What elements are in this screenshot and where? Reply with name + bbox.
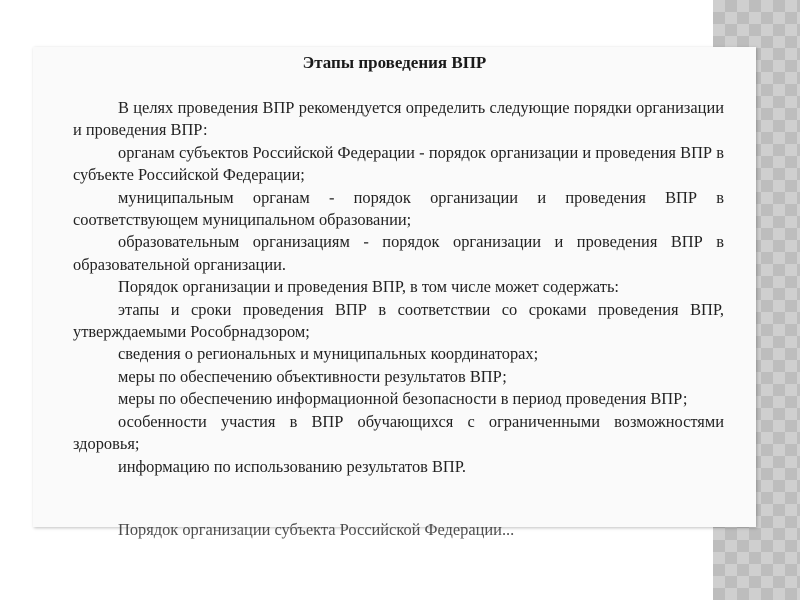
paragraph-school: образовательным организациям - порядок организации и проведения ВПР в образовательной организации.	[73, 232, 724, 274]
paragraph-intro: В целях проведения ВПР рекомендуется определить следующие порядки организации и проведения ВПР:	[73, 98, 724, 140]
paragraph-stages: этапы и сроки проведения ВПР в соответствии со сроками проведения ВПР, утверждаемыми Рособрнадзором;	[73, 299, 724, 342]
paragraph-municipal: муниципальным органам - порядок организации и проведения ВПР в соответствующем муниципальном образовании;	[73, 187, 724, 230]
paragraph-objectivity: меры по обеспечению объективности результатов ВПР;	[118, 366, 507, 386]
document-body	[73, 97, 724, 478]
paragraph-coordinators: сведения о региональных и муниципальных координаторах;	[118, 344, 539, 364]
paragraph-regional: органам субъектов Российской Федерации - порядок организации и проведения ВПР в субъекте Российской Федерации;	[73, 142, 724, 185]
paragraph-order-contents: Порядок организации и проведения ВПР, в том числе может содержать:	[118, 277, 619, 297]
document-scan	[33, 47, 756, 539]
cutoff-line: Порядок организации субъекта Российской Федерации...	[118, 520, 515, 539]
paragraph-results-usage: информацию по использованию результатов ВПР.	[118, 456, 466, 476]
paragraph-disabilities: особенности участия в ВПР обучающихся с ограниченными возможностями здоровья;	[73, 411, 724, 454]
paragraph-security: меры по обеспечению информационной безопасности в период проведения ВПР;	[118, 389, 688, 409]
document-title: Этапы проведения ВПР	[302, 53, 487, 72]
